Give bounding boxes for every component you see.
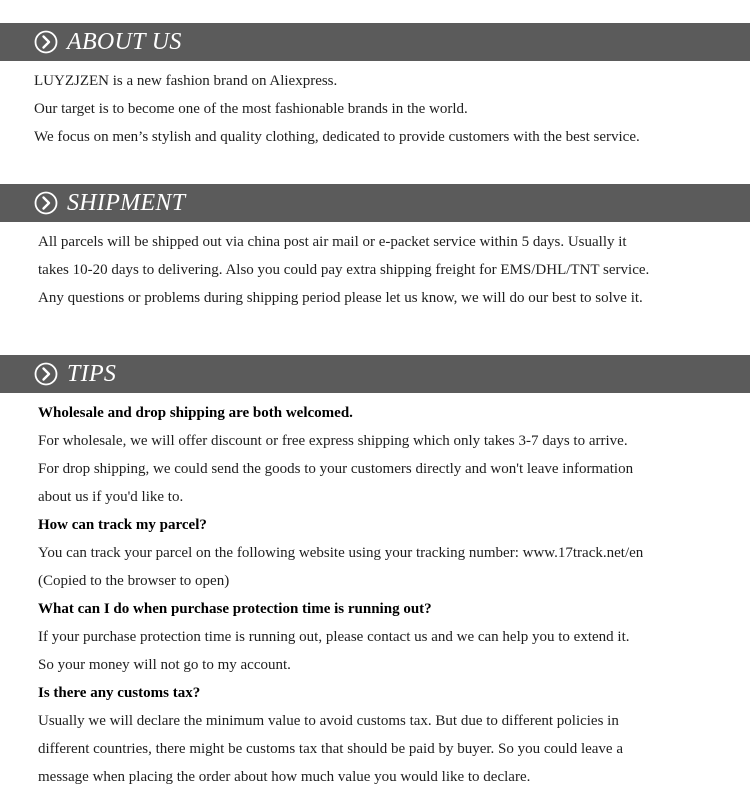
- section-title: ABOUT US: [67, 29, 182, 55]
- shipment-section: [0, 184, 750, 222]
- tips-line: about us if you'd like to.: [38, 489, 184, 505]
- about-us-section: [0, 23, 750, 61]
- chevron-right-circle-icon: [34, 362, 58, 386]
- tips-question: How can track my parcel?: [38, 517, 207, 533]
- shipment-line: Any questions or problems during shipping period please let us know, we will do our best to solve it.: [38, 290, 643, 306]
- section-title: SHIPMENT: [67, 190, 186, 216]
- tips-question: Wholesale and drop shipping are both welcomed.: [38, 405, 353, 421]
- tips-line: For wholesale, we will offer discount or free express shipping which only takes 3-7 days to arrive.: [38, 433, 628, 449]
- tips-question: Is there any customs tax?: [38, 685, 201, 701]
- tips-question: What can I do when purchase protection time is running out?: [38, 601, 432, 617]
- tips-line: (Copied to the browser to open): [38, 573, 230, 589]
- about-us-line: LUYZJZEN is a new fashion brand on Aliexpress.: [34, 73, 338, 89]
- tips-line: So your money will not go to my account.: [38, 657, 291, 673]
- chevron-right-circle-icon: [34, 191, 58, 215]
- chevron-right-circle-icon: [34, 30, 58, 54]
- tips-line: If your purchase protection time is running out, please contact us and we can help you to extend it.: [38, 629, 630, 645]
- shipment-header: [0, 184, 750, 222]
- tips-line: Usually we will declare the minimum value to avoid customs tax. But due to different policies in: [38, 713, 619, 729]
- tips-section: [0, 355, 750, 393]
- about-us-line: Our target is to become one of the most fashionable brands in the world.: [34, 101, 468, 117]
- tips-line: different countries, there might be customs tax that should be paid by buyer. So you could leave a: [38, 741, 623, 757]
- section-title: TIPS: [67, 361, 117, 387]
- about-us-header: [0, 23, 750, 61]
- tips-line: For drop shipping, we could send the goods to your customers directly and won't leave information: [38, 461, 634, 477]
- shipment-line: All parcels will be shipped out via china post air mail or e-packet service within 5 days. Usually it: [38, 234, 627, 250]
- tips-header: [0, 355, 750, 393]
- tips-line: You can track your parcel on the following website using your tracking number: www.17track.net/en: [38, 545, 644, 561]
- tips-line: message when placing the order about how much value you would like to declare.: [38, 769, 531, 785]
- about-us-line: We focus on men’s stylish and quality clothing, dedicated to provide customers with the best service.: [34, 129, 640, 145]
- shipment-line: takes 10-20 days to delivering. Also you could pay extra shipping freight for EMS/DHL/TNT service.: [38, 262, 650, 278]
